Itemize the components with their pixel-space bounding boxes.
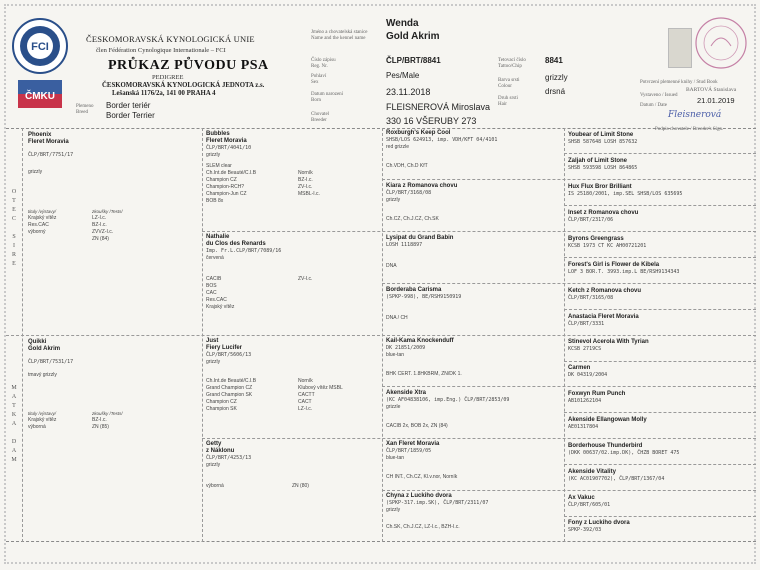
date-label: Datum / Date [640,103,667,108]
gen1-sire [28,132,198,176]
gen2-cell-2: Just Fiery Lucifer ČLP/BRT/5606/13 grizzly Ch.Int.de Beauté/C.I.B Grand Champion CZ Grand Champion SK Champion CZ Champion SK Norník Klubový vítěz MSBL CACTT CACT LZ-I.c. [206,338,343,412]
dam-titles: tituly /výstavy/ Krajský vítěz výborná [28,411,57,430]
reg-value: ČLP/BRT/8841 [386,56,441,65]
gen4-cell-15: Fony z Luckiho dvora SPKP-392/03 [568,520,630,533]
gen4-cell-9: Carmen DK 04319/2004 [568,365,608,378]
born-label: Datum narození Born [311,92,344,103]
colour-value: grizzly [545,73,568,82]
gen4-cell-12: Borderhouse Thunderbird (DKK 00637/02.imp.DK), ČHZB BORET 475 [568,443,680,456]
gen3-cell-4: Kail-Kama Knockenduff DK 21851/2009 blue-tan BHK CERT. 1.8HKBRM, ZN/DK 1. [386,338,462,377]
studbook-value: BARTOVÁ Stanislava [686,87,737,93]
gen4-cell-3: Inset z Romanova chovu ČLP/BRT/2317/06 [568,210,639,223]
gen4-cell-1: Zaljah of Limit Stone SHSB 593598 LOSH 864865 [568,158,638,171]
tattoo-value: 8841 [545,56,563,65]
svg-text:ČMKU: ČMKU [25,91,55,102]
dam-reg: ČLP/BRT/7531/17 [28,359,74,365]
sire-colour: grizzly [28,169,43,175]
signature: Fleisnerová [668,110,722,120]
official-stamp [694,16,748,70]
dog-name-2: Gold Akrim [386,31,440,42]
gen2-cell-1: Nathalie du Clos des Renards Imp. Fr.L.CLP/BRT/7089/16 červená CACIB BOS CAC Res.CAC Krajský vítěz ZV-I.c. [206,234,313,310]
dam-colour: tmavý grizzly [28,372,57,378]
breed-label: Plemeno Breed [76,104,94,115]
pedigree-grid [6,128,756,542]
gen3-cell-1: Kiara z Romanova chovu ČLP/BRT/3168/08 grizzly Ch.CZ, Ch.J.CZ, Ch.SK [386,183,458,222]
dam-tests: zkoušky /Tests/ BZ-I.c. ZN (85) [92,411,123,430]
hologram-sticker [668,28,692,68]
doc-subtitle: PEDIGREE [152,74,184,81]
gen3-cell-2: Lysipat du Grand Babin LOSH 1118897 DNA [386,235,454,269]
sign-label: Podpis chovatele / Breeder's Sign. [655,127,724,132]
org-name: ČESKOMORAVSKÁ KYNOLOGICKÁ UNIE [86,34,255,44]
dam-name-1: Quikki [28,339,47,345]
coat-label: Druh srsti Hair [498,96,518,107]
colour-label: Barva srsti Colour [498,78,520,89]
dam-name-2: Gold Akrim [28,346,61,352]
gen3-cell-6: Xan Fleret Moravia ČLP/BRT/1859/05 blue-tan CH INT., Ch.CZ, Kl.v.nor, Norník [386,441,458,480]
breeder-label: Chovatel Breeder [311,112,330,123]
gen4-cell-4: Byrons Greengrass KCSB 1973 CT KC AH00721201 [568,236,647,249]
sire-name-1: Phoenix [28,132,52,138]
gen3-cell-0: Roxburgh's Keep Cool SHSB/LOS 624913, imp. VDH/KFT 04/4101 red grizzle Ch.VDH, Ch.D KfT [386,130,498,169]
jednota-name: ČESKOMORAVSKÁ KYNOLOGICKÁ JEDNOTA z.s. [102,82,265,89]
gen2-cell-0: Bubbles Fleret Moravia ČLP/BRT/4041/10 grizzly SLEM clear Ch.Int.de Beauté/C.I.B Champion CZ Champion-RCH? Champion-Jun CZ BOB 8x Norník BZ-I.c. ZV-I.c. MSBL-I.c. [206,131,320,204]
org-sub: člen Fédération Cynologique Internationale – FCI [96,47,226,54]
name-label: Jméno a chovatelská stanice Name and the kennel name [311,30,368,41]
dam-side-label: M A T K A D A M [11,385,17,463]
tattoo-label: Tetovací číslo Tattoo/Chip [498,58,526,69]
breeder-value-1: FLEISNEROVÁ Miroslava [386,102,491,112]
coat-value: drsná [545,87,566,96]
gen3-cell-3: Borderaba Carisma (SPKP-998), BE/RSH9150919 DNA / CH [386,287,462,321]
sex-value: Pes/Male [386,71,420,80]
gen3-cell-5: Akenside Xtra (KC AF04838106, imp.Eng.) ČLP/BRT/2853/09 grizzle CACIB 2x, BOB 2x, ZN (84) [386,390,510,429]
sex-label: Pohlaví Sex [311,74,327,85]
jednota-address: Lešanská 1176/2a, 141 00 PRAHA 4 [112,90,216,97]
gen2-cell-3: Getty z Náklonu ČLP/BRT/4253/13 grizzly výborná ZN (80) [206,441,309,489]
gen4-cell-10: Foxwyn Rum Punch AB101262104 [568,391,626,404]
sire-titles: tituly /výstavy/ Krajský vítěz Res.CAC výborný [28,209,57,235]
gen4-cell-11: Akenside Ellangowan Molly AE01317804 [568,417,647,430]
gen4-cell-13: Akenside Vitality (KC AC01907702), ČLP/BRT/1367/04 [568,469,665,482]
cmku-logo [18,80,62,108]
sire-name-2: Fleret Moravia [28,139,69,145]
gen4-cell-5: Forest's Girl is Flower de Kibela LOF 3 BOR.T. 3993.imp.L BE/RSH9134343 [568,262,680,275]
fci-logo [12,18,68,74]
svg-text:FCI: FCI [31,41,49,53]
born-value: 23.11.2018 [386,87,431,97]
breed-value-cz: Border teriér [106,101,151,110]
gen4-cell-7: Anastacia Fleret Moravia ČLP/BRT/3331 [568,314,639,327]
gen4-cell-0: Youbear of Limit Stone SHSB 587648 LOSH 857632 [568,132,638,145]
gen4-cell-6: Ketch z Romanova chovu ČLP/BRT/3165/08 [568,288,642,301]
studbook-label: Potvrzení plemenné knihy / Stud Book [640,80,718,85]
breed-value-en: Border Terrier [106,111,155,120]
breeder-value-2: 330 16 VŠERUBY 273 [386,116,477,126]
doc-title: PRŮKAZ PŮVODU PSA [108,58,269,73]
gen4-cell-14: Ax Vakuc ČLP/BRT/605/01 [568,495,611,508]
reg-label: Číslo zápisu Reg. Nr. [311,58,336,69]
sire-reg: ČLP/BRT/7751/17 [28,152,74,158]
sire-side-label: O T E C S I R E [11,189,17,267]
gen4-cell-2: Hux Flux Bror Brilliant IS 25180/2001, imp.SEL SHSB/LOS 635695 [568,184,683,197]
issued-value: 21.01.2019 [697,96,735,105]
sire-tests: zkoušky /Tests/ LZ-I.c. BZ-I.c. ZVVZ-I.c. ZN (84) [92,209,123,242]
dog-name-1: Wenda [386,18,419,29]
gen4-cell-8: Stinevol Acerola With Tyrian KCSB 2719CS [568,339,649,352]
issued-label: Vystaveno / Issued [640,93,678,98]
gen1-dam [28,339,198,379]
gen3-cell-7: Chyna z Luckiho dvora (SPKP-317.imp.SK), ČLP/BRT/2311/07 grizzly Ch.SK, Ch.J.CZ, LZ-I.c., BZH-I.c. [386,493,489,530]
